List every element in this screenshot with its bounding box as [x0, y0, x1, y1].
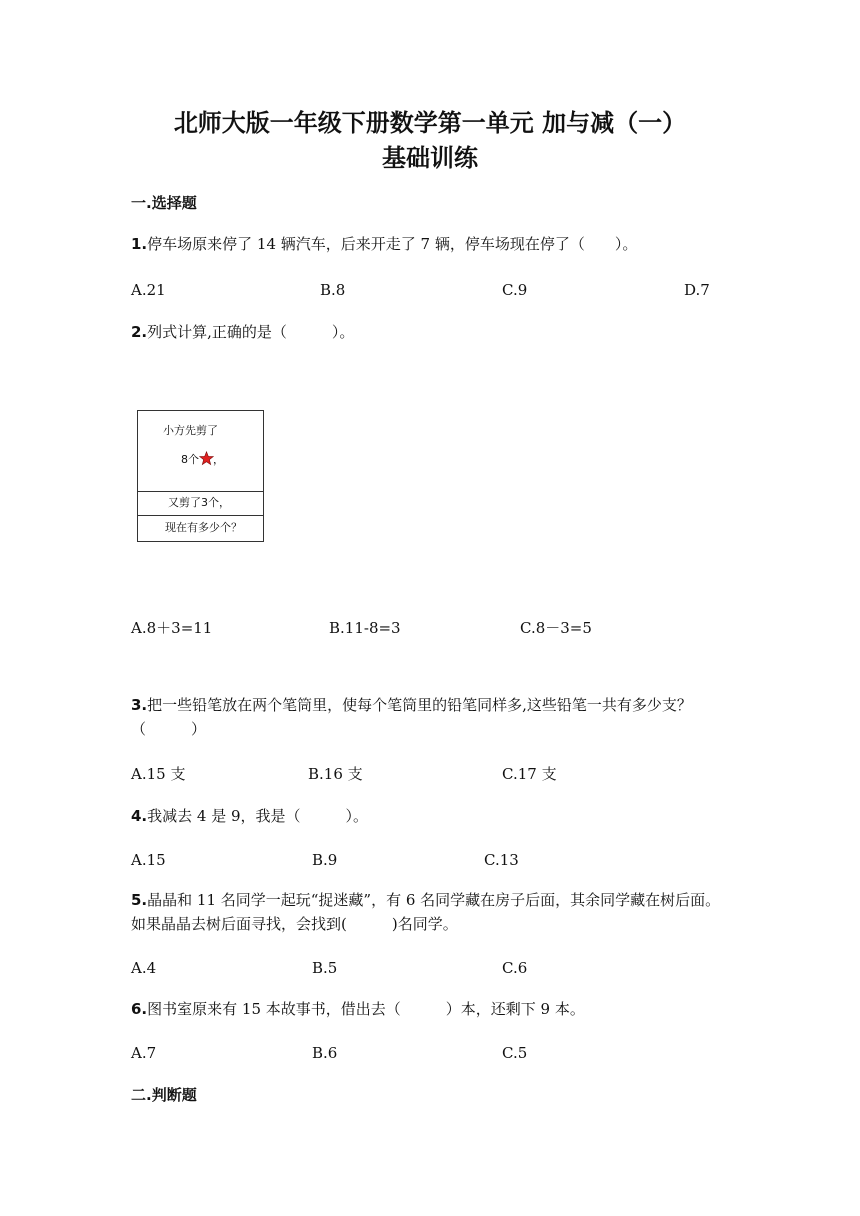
question-text: 停车场原来停了 14 辆汽车，后来开走了 7 辆，停车场现在停了（ ）。 — [147, 235, 638, 253]
option-c: C.17 支 — [502, 765, 557, 783]
figure-top-cell — [138, 411, 263, 492]
question-number: 1. — [131, 235, 148, 253]
question-text: 晶晶和 11 名同学一起玩“捉迷藏”，有 6 名同学藏在房子后面，其余同学藏在树后面。如果晶晶去树后面寻找，会找到( )名同学。 — [131, 891, 721, 933]
question-2-figure — [137, 410, 264, 542]
option-c: C.6 — [502, 959, 528, 977]
question-number: 3. — [131, 696, 148, 714]
page-title: 北师大版一年级下册数学第一单元 加与减（一） — [173, 109, 687, 137]
question-text: 我减去 4 是 9，我是（ ）。 — [147, 807, 369, 825]
section-judge-heading: 二.判断题 — [131, 1086, 197, 1104]
option-b: B.16 支 — [308, 765, 363, 783]
figure-line-2: 又剪了3个， — [168, 496, 230, 509]
figure-bottom-cell — [138, 516, 263, 541]
figure-middle-cell — [138, 491, 263, 516]
question-number: 2. — [131, 323, 148, 341]
option-b: B.9 — [312, 851, 338, 869]
question-1 — [131, 232, 731, 256]
question-number: 4. — [131, 807, 148, 825]
question-text: 列式计算,正确的是（ ）。 — [147, 323, 355, 341]
question-4 — [131, 804, 731, 828]
option-a: A.4 — [131, 959, 157, 977]
question-3 — [131, 693, 731, 741]
option-a: A.15 — [131, 851, 166, 869]
option-b: B.8 — [320, 281, 346, 299]
question-6 — [131, 997, 731, 1021]
option-c: C.5 — [502, 1044, 528, 1062]
option-c: C.8－3=5 — [520, 619, 592, 637]
option-a: A.7 — [131, 1044, 157, 1062]
option-b: B.5 — [312, 959, 338, 977]
page-subtitle: 基础训练 — [382, 144, 478, 172]
figure-comma: ， — [213, 453, 224, 466]
figure-line-3: 现在有多少个？ — [165, 521, 242, 534]
option-a: A.21 — [131, 281, 166, 299]
question-number: 5. — [131, 891, 148, 909]
option-c: C.9 — [502, 281, 528, 299]
option-a: A.8＋3=11 — [131, 619, 213, 637]
option-d: D.7 — [684, 281, 710, 299]
option-c: C.13 — [484, 851, 519, 869]
figure-count: 8个 — [181, 453, 199, 466]
option-b: B.6 — [312, 1044, 338, 1062]
section-choice-heading: 一.选择题 — [131, 194, 197, 212]
question-text: 把一些铅笔放在两个笔筒里，使每个笔筒里的铅笔同样多,这些铅笔一共有多少支？（ ） — [131, 696, 692, 738]
option-b: B.11-8=3 — [329, 619, 401, 637]
question-5 — [131, 888, 731, 936]
question-number: 6. — [131, 1000, 148, 1018]
star-icon — [199, 451, 214, 466]
option-a: A.15 支 — [131, 765, 186, 783]
question-2 — [131, 320, 731, 344]
question-text: 图书室原来有 15 本故事书，借出去（ ）本，还剩下 9 本。 — [147, 1000, 585, 1018]
figure-line-1: 小方先剪了 — [163, 424, 218, 437]
